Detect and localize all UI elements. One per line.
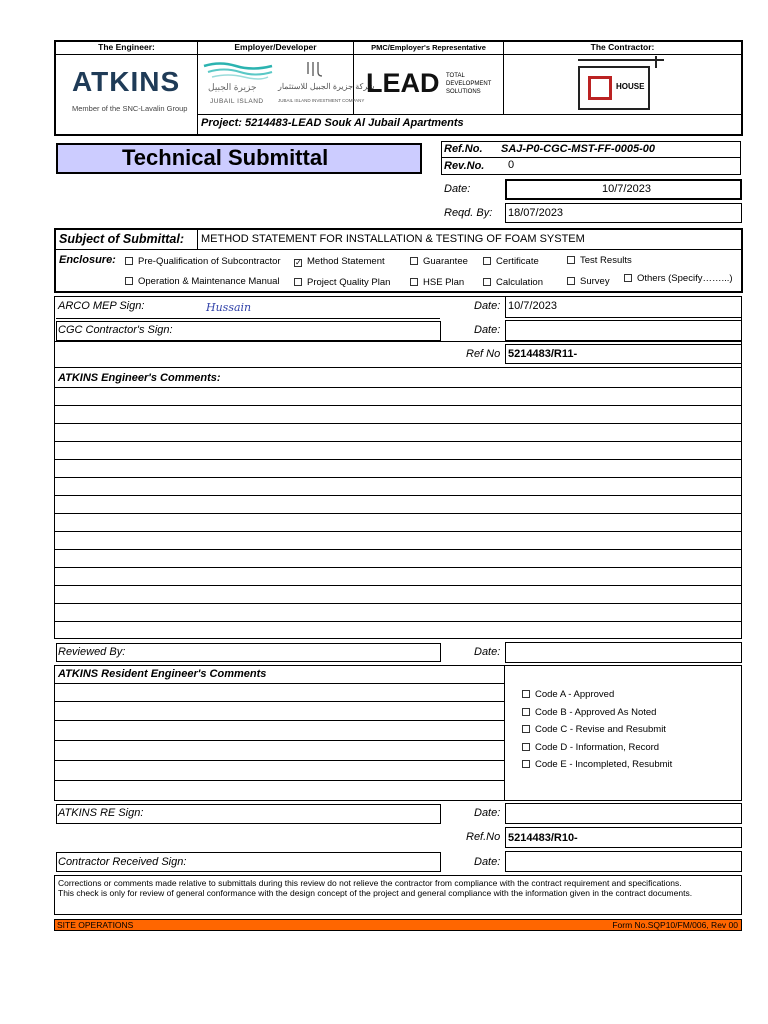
atkins-logo: ATKINS <box>72 66 181 97</box>
enc-prequal[interactable] <box>125 256 281 267</box>
code-b[interactable] <box>522 707 656 718</box>
employer-cell <box>198 42 375 114</box>
reqd-by-value: 18/07/2023 <box>508 207 564 219</box>
resident-line[interactable] <box>55 760 504 761</box>
rev-no-label: Rev.No. <box>444 160 485 172</box>
resident-codes-divider <box>504 666 505 800</box>
lead-logo: LEAD <box>366 68 440 98</box>
enc-method[interactable] <box>294 256 385 267</box>
re-sign-label: ATKINS RE Sign: <box>58 807 144 819</box>
refno2-top-line <box>55 341 742 342</box>
title: Technical Submittal <box>122 145 329 170</box>
contractor-cell <box>504 42 741 114</box>
contractor-logo-inner <box>588 76 612 100</box>
code-d[interactable] <box>522 742 659 753</box>
disclaimer-line1: Corrections or comments made relative to submittals during this review do not relieve the contractor from compliance with the contract requirement and specifications. <box>58 878 682 888</box>
checkbox-icon <box>410 257 418 265</box>
date-label: Date: <box>444 183 471 195</box>
checkbox-icon <box>522 690 530 698</box>
enc-calculation[interactable] <box>483 277 543 288</box>
project-name: Project: 5214483-LEAD Souk Al Jubail Apartments <box>201 117 464 129</box>
checkbox-icon <box>567 277 575 285</box>
code-b-label: Code B - Approved As Noted <box>535 707 657 718</box>
checkbox-icon <box>522 743 530 751</box>
enc-survey[interactable] <box>567 276 610 287</box>
enc-guarantee-label: Guarantee <box>423 256 468 267</box>
enc-others[interactable] <box>624 273 733 284</box>
date-value: 10/7/2023 <box>602 183 651 195</box>
resident-line[interactable] <box>55 720 504 721</box>
jic-logo-icon <box>304 60 324 80</box>
ref-no-value: SAJ-P0-CGC-MST-FF-0005-00 <box>501 143 656 155</box>
ref-no2-label: Ref No <box>466 348 501 360</box>
reviewed-by-label: Reviewed By: <box>58 646 126 658</box>
comment-line[interactable] <box>55 513 741 514</box>
engineer-label: The Engineer: <box>56 42 197 55</box>
enc-survey-label: Survey <box>580 276 610 287</box>
arco-date-label: Date: <box>474 300 501 312</box>
enc-quality-plan[interactable] <box>294 277 390 288</box>
ref-no-label: Ref.No. <box>444 143 483 155</box>
checkbox-icon <box>522 725 530 733</box>
comment-line[interactable] <box>55 387 741 388</box>
comment-line[interactable] <box>55 423 741 424</box>
enc-om-manual[interactable] <box>125 276 280 287</box>
contractor-label: The Contractor: <box>504 42 741 55</box>
checkbox-checked-icon: ✓ <box>295 258 302 267</box>
comment-line[interactable] <box>55 567 741 568</box>
comment-line[interactable] <box>55 495 741 496</box>
reviewed-date-label: Date: <box>474 646 501 658</box>
comment-line[interactable] <box>55 477 741 478</box>
disclaimer-line2: This check is only for review of general conformance with the design concept of the project and general compliance with the information given in the contract documents. <box>58 888 693 898</box>
contractor-logo-frame <box>578 66 650 110</box>
ref-no3-label: Ref.No <box>466 831 501 843</box>
resident-comments-label: ATKINS Resident Engineer's Comments <box>58 668 267 680</box>
checkbox-icon <box>522 708 530 716</box>
jic-ar: شركة جزيرة الجبيل للاستثمار <box>278 82 375 91</box>
engineer-comments-top <box>55 367 742 368</box>
enc-guarantee[interactable] <box>410 256 468 267</box>
arco-signature: Hussain <box>206 301 252 314</box>
enc-quality-plan-label: Project Quality Plan <box>307 277 391 288</box>
comment-line[interactable] <box>55 621 741 622</box>
checkbox-icon <box>522 760 530 768</box>
checkbox-icon <box>410 278 418 286</box>
jubail-island-ar: جزيرة الجبيل <box>208 82 257 92</box>
pmc-cell <box>354 42 504 114</box>
code-c-label: Code C - Revise and Resubmit <box>535 724 666 735</box>
enc-prequal-label: Pre-Qualification of Subcontractor <box>138 256 281 267</box>
engineer-cell <box>56 42 198 134</box>
enc-om-manual-label: Operation & Maintenance Manual <box>138 276 280 287</box>
enc-method-label: Method Statement <box>307 256 385 267</box>
reqd-by-label: Reqd. By: <box>444 207 493 219</box>
enc-calculation-label: Calculation <box>496 277 543 288</box>
comment-line[interactable] <box>55 531 741 532</box>
resident-line[interactable] <box>55 740 504 741</box>
reviewed-date-field[interactable] <box>505 642 742 663</box>
ref-no2-value: 5214483/R11- <box>508 348 578 360</box>
project-row-border <box>198 114 741 115</box>
resident-line[interactable] <box>55 701 504 702</box>
checkbox-icon <box>294 278 302 286</box>
lead-line3: SOLUTIONS <box>446 89 481 95</box>
checkbox-icon <box>483 257 491 265</box>
lead-line2: DEVELOPMENT <box>446 81 492 87</box>
subject-label: Subject of Submittal: <box>59 232 184 246</box>
comment-line[interactable] <box>55 459 741 460</box>
cgc-date-field[interactable] <box>505 320 742 341</box>
lead-line1: TOTAL <box>446 73 465 79</box>
jubail-island-en: JUBAIL ISLAND <box>210 98 264 105</box>
pmc-label: PMC/Employer's Representative <box>354 42 503 55</box>
comment-line[interactable] <box>55 441 741 442</box>
atkins-tagline: Member of the SNC-Lavalin Group <box>72 104 188 113</box>
cgc-date-label: Date: <box>474 324 501 336</box>
contractor-logo: HOUSE <box>616 82 645 91</box>
comment-line[interactable] <box>55 585 741 586</box>
resident-line[interactable] <box>55 780 504 781</box>
comment-line[interactable] <box>55 405 741 406</box>
jubail-island-wave-icon <box>202 60 274 80</box>
code-e[interactable] <box>522 759 672 770</box>
code-c[interactable] <box>522 724 666 735</box>
subject-label-divider <box>197 230 198 249</box>
checkbox-icon <box>624 274 632 282</box>
checkbox-icon <box>125 257 133 265</box>
enc-certificate[interactable] <box>483 256 539 267</box>
resident-line[interactable] <box>55 683 504 684</box>
footer-left: SITE OPERATIONS <box>57 920 134 930</box>
code-a-label: Code A - Approved <box>535 689 615 700</box>
arco-date-value: 10/7/2023 <box>508 300 557 312</box>
engineer-comments-label: ATKINS Engineer's Comments: <box>58 372 221 384</box>
footer-right: Form No.SQP10/FM/006, Rev 00 <box>612 920 738 930</box>
re-date-label: Date: <box>474 807 501 819</box>
comment-line[interactable] <box>55 603 741 604</box>
jic-en: JUBAIL ISLAND INVESTMENT COMPANY <box>278 98 365 103</box>
arco-sign-label: ARCO MEP Sign: <box>58 300 145 312</box>
checkbox-icon <box>125 277 133 285</box>
ref-no-divider <box>441 157 741 158</box>
code-a[interactable] <box>522 689 614 700</box>
code-d-label: Code D - Information, Record <box>535 742 660 753</box>
enc-certificate-label: Certificate <box>496 256 539 267</box>
enc-others-label: Others (Specify……...) <box>637 273 733 284</box>
code-e-label: Code E - Incompleted, Resubmit <box>535 759 673 770</box>
enc-hse-plan[interactable] <box>410 277 464 288</box>
re-date-field[interactable] <box>505 803 742 824</box>
rev-no-value: 0 <box>508 159 515 171</box>
enclosure-label: Enclosure: <box>59 254 116 266</box>
employer-label: Employer/Developer <box>198 42 353 55</box>
contractor-date-label: Date: <box>474 856 501 868</box>
contractor-received-label: Contractor Received Sign: <box>58 856 187 868</box>
subject-value[interactable]: METHOD STATEMENT FOR INSTALLATION & TESTING OF FOAM SYSTEM <box>201 233 585 245</box>
cgc-sign-label: CGC Contractor's Sign: <box>58 324 173 336</box>
checkbox-icon <box>483 278 491 286</box>
ref-no3-value: 5214483/R10- <box>508 832 578 844</box>
enc-hse-plan-label: HSE Plan <box>423 277 465 288</box>
arco-sign-underline <box>56 318 440 319</box>
enc-test-results[interactable] <box>567 255 632 266</box>
enc-test-results-label: Test Results <box>580 255 632 266</box>
subject-row-divider <box>56 249 742 250</box>
comment-line[interactable] <box>55 549 741 550</box>
contractor-date-field[interactable] <box>505 851 742 872</box>
checkbox-icon <box>567 256 575 264</box>
